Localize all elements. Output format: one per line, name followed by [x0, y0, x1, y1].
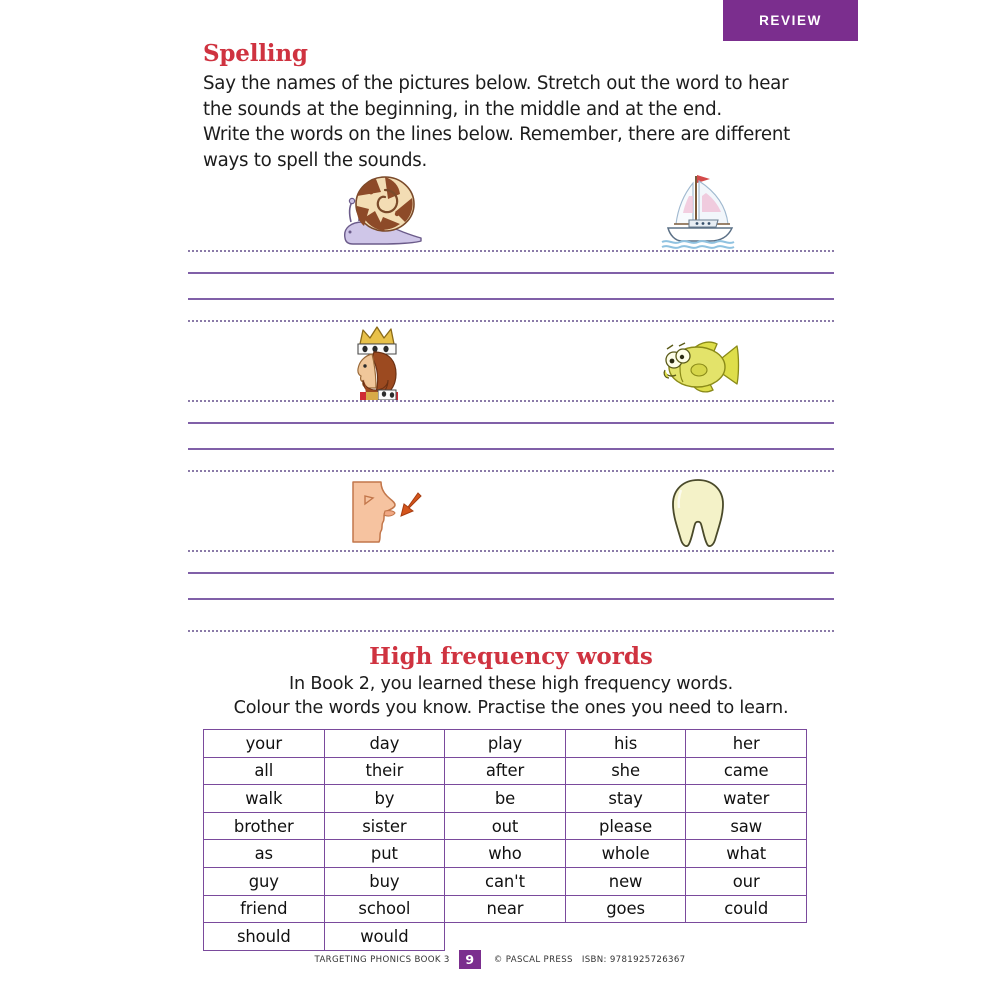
spelling-section — [203, 40, 837, 173]
page-footer — [0, 950, 1000, 969]
word-cell[interactable]: their — [324, 757, 445, 785]
word-cell[interactable]: walk — [204, 785, 325, 813]
footer-book-title: TARGETING PHONICS BOOK 3 — [314, 954, 450, 965]
table-row — [204, 757, 807, 785]
high-frequency-title: High frequency words — [369, 643, 653, 670]
word-cell[interactable]: would — [324, 923, 445, 951]
high-frequency-instructions — [185, 672, 837, 720]
writing-block-3 — [188, 472, 834, 600]
sailboat-icon — [638, 172, 758, 250]
instruction-line-4: ways to spell the sounds. — [203, 149, 428, 171]
instruction-line-2: the sounds at the beginning, in the middle and at the end. — [203, 98, 722, 120]
word-cell[interactable]: near — [445, 895, 566, 923]
picture-row-2 — [188, 322, 834, 400]
table-row — [204, 812, 807, 840]
tooth-icon — [638, 472, 758, 550]
review-tab-label: REVIEW — [759, 13, 822, 28]
picture-row-1 — [188, 172, 834, 250]
word-cell[interactable]: goes — [565, 895, 686, 923]
writing-block-2 — [188, 322, 834, 472]
spelling-instructions — [203, 71, 837, 173]
word-cell[interactable]: what — [686, 840, 807, 868]
table-row — [204, 867, 807, 895]
review-tab — [723, 0, 858, 41]
word-cell[interactable]: be — [445, 785, 566, 813]
word-cell[interactable]: water — [686, 785, 807, 813]
writing-area — [188, 172, 834, 600]
high-frequency-section — [185, 643, 837, 720]
word-cell[interactable]: all — [204, 757, 325, 785]
instruction-line-3: Write the words on the lines below. Remember, there are different — [203, 124, 790, 145]
word-cell[interactable]: please — [565, 812, 686, 840]
instruction-line-1: Say the names of the pictures below. Stretch out the word to hear — [203, 73, 789, 94]
picture-row-3 — [188, 472, 834, 550]
word-cell[interactable]: put — [324, 840, 445, 868]
word-cell-empty — [445, 923, 566, 951]
word-cell[interactable]: play — [445, 730, 566, 758]
word-cell[interactable]: buy — [324, 867, 445, 895]
table-row — [204, 785, 807, 813]
word-cell[interactable]: brother — [204, 812, 325, 840]
high-frequency-word-table — [203, 729, 807, 951]
page-number-badge: 9 — [459, 950, 481, 969]
page-title: Spelling — [203, 40, 308, 67]
word-cell[interactable]: new — [565, 867, 686, 895]
word-cell[interactable]: by — [324, 785, 445, 813]
section-divider — [188, 630, 834, 632]
hf-instruction-line-1: In Book 2, you learned these high frequency words. — [288, 674, 733, 694]
word-table-container — [203, 729, 807, 951]
table-row — [204, 895, 807, 923]
word-cell[interactable]: his — [565, 730, 686, 758]
fish-icon — [638, 322, 758, 400]
word-cell-empty — [686, 923, 807, 951]
word-cell[interactable]: sister — [324, 812, 445, 840]
word-cell-empty — [565, 923, 686, 951]
word-cell[interactable]: saw — [686, 812, 807, 840]
word-cell[interactable]: school — [324, 895, 445, 923]
word-cell[interactable]: day — [324, 730, 445, 758]
hf-instruction-line-2: Colour the words you know. Practise the ones you need to learn. — [233, 698, 789, 718]
word-cell[interactable]: stay — [565, 785, 686, 813]
king-icon — [323, 322, 443, 400]
word-cell[interactable]: can't — [445, 867, 566, 895]
writing-block-1 — [188, 172, 834, 322]
word-cell[interactable]: after — [445, 757, 566, 785]
word-cell[interactable]: friend — [204, 895, 325, 923]
table-row — [204, 840, 807, 868]
footer-publisher: © PASCAL PRESS — [493, 954, 573, 965]
table-row — [204, 923, 807, 951]
word-cell[interactable]: as — [204, 840, 325, 868]
snail-icon — [323, 172, 443, 250]
word-cell[interactable]: guy — [204, 867, 325, 895]
word-cell[interactable]: our — [686, 867, 807, 895]
word-cell[interactable]: came — [686, 757, 807, 785]
lips-face-icon — [323, 472, 443, 550]
footer-isbn: ISBN: 9781925726367 — [581, 954, 686, 965]
word-cell[interactable]: who — [445, 840, 566, 868]
table-row — [204, 730, 807, 758]
word-cell[interactable]: her — [686, 730, 807, 758]
word-cell[interactable]: could — [686, 895, 807, 923]
word-cell[interactable]: whole — [565, 840, 686, 868]
word-cell[interactable]: she — [565, 757, 686, 785]
writing-guide-solid-3b — [188, 598, 834, 600]
word-cell[interactable]: your — [204, 730, 325, 758]
word-cell[interactable]: should — [204, 923, 325, 951]
word-cell[interactable]: out — [445, 812, 566, 840]
